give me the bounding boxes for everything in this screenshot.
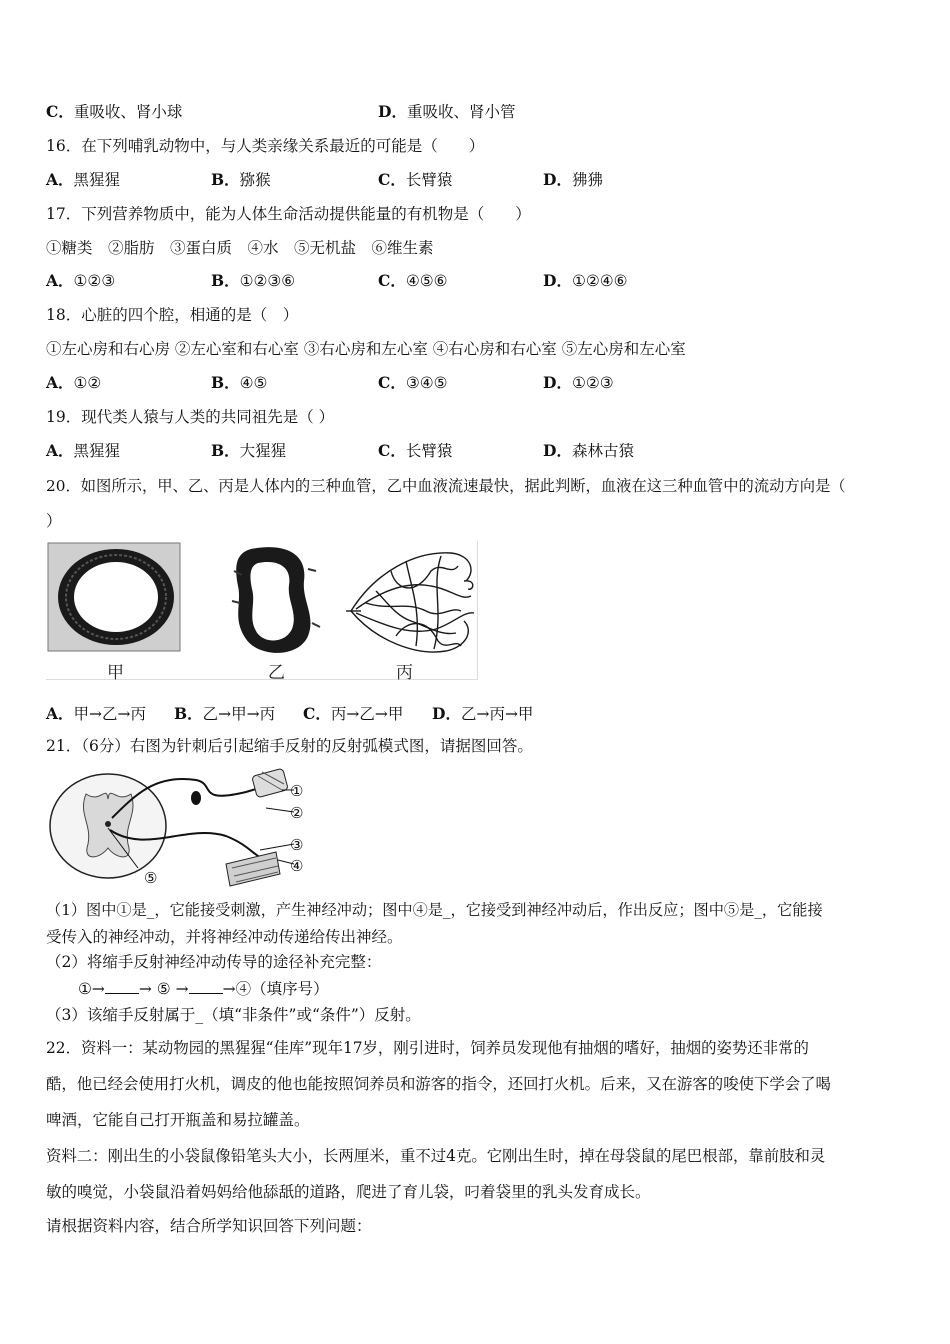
q18-option-c: C．③④⑤ xyxy=(378,373,448,392)
q17-option-c: C．④⑤⑥ xyxy=(378,271,448,290)
q18-option-d: D．①②③ xyxy=(543,373,614,392)
q21-part2: （2）将缩手反射神经冲动传导的途径补充完整： xyxy=(46,953,382,971)
q19-option-d: D．森林古猿 xyxy=(543,441,634,460)
q20-option-a: A．甲→乙→丙 xyxy=(46,704,147,723)
q18-option-a: A．①② xyxy=(46,373,102,392)
q17-option-d: D．①②④⑥ xyxy=(543,271,628,290)
q18-option-b: B．④⑤ xyxy=(211,373,268,392)
q16-option-a: A．黑猩猩 xyxy=(46,170,121,189)
reflex-marker-1: ① xyxy=(290,782,304,800)
q17-stem: 17．下列营养物质中，能为人体生命活动提供能量的有机物是（ ） xyxy=(46,205,531,223)
q22-line1: 22．资料一：某动物园的黑猩猩“佳库”现年17岁，刚引进时，饲养员发现他有抽烟的嗜好，抽烟的姿势还非常的 xyxy=(46,1039,809,1057)
reflex-marker-4: ④ xyxy=(290,857,304,875)
q18-stem: 18．心脏的四个腔，相通的是（ ） xyxy=(46,306,299,324)
q21-part1-line1: （1）图中①是_，它能接受刺激，产生神经冲动；图中④是_，它接受到神经冲动后，作出反应；图中⑤是_，它能接 xyxy=(46,901,823,919)
q19-option-a: A．黑猩猩 xyxy=(46,441,121,460)
q17-items: ①糖类 ②脂肪 ③蛋白质 ④水 ⑤无机盐 ⑥维生素 xyxy=(46,239,434,257)
q21-stem: 21．（6分）右图为针刺后引起缩手反射的反射弧模式图，请据图回答。 xyxy=(46,737,533,755)
q16-option-d: D．狒狒 xyxy=(543,170,603,189)
fig-label-yi: 乙 xyxy=(268,663,285,683)
q19-option-b: B．大猩猩 xyxy=(211,441,287,460)
q20-stem-end: ） xyxy=(46,512,62,530)
path-blank-1[interactable] xyxy=(105,979,139,994)
fig-label-jia: 甲 xyxy=(107,663,124,683)
q22-line5: 敏的嗅觉，小袋鼠沿着妈妈给他舔舐的道路，爬进了育儿袋，叼着袋里的乳头发育成长。 xyxy=(46,1183,651,1201)
q22-line3: 啤酒，它能自己打开瓶盖和易拉罐盖。 xyxy=(46,1111,310,1129)
reflex-marker-5: ⑤ xyxy=(144,869,158,887)
q18-items: ①左心房和右心房 ②左心室和右心室 ③右心房和左心室 ④右心房和右心室 ⑤左心房和左心室 xyxy=(46,340,686,358)
q20-option-d: D．乙→丙→甲 xyxy=(432,704,534,723)
reflex-marker-2: ② xyxy=(290,804,304,822)
q17-option-a: A．①②③ xyxy=(46,271,116,290)
q20-stem: 20．如图所示，甲、乙、丙是人体内的三种血管，乙中血液流速最快，据此判断，血液在这三种血管中的流动方向是（ xyxy=(46,477,846,495)
fig-label-bing: 丙 xyxy=(396,663,413,683)
vein-vessel-image xyxy=(232,547,320,653)
reflex-arc-illustration xyxy=(46,764,310,888)
q16-option-c: C．长臂猿 xyxy=(378,170,453,189)
q22-line4: 资料二：刚出生的小袋鼠像铅笔头大小，长两厘米，重不过4克。它刚出生时，掉在母袋鼠的尾巴根部，靠前肢和灵 xyxy=(46,1147,826,1165)
q16-option-b: B．猕猴 xyxy=(211,170,271,189)
q17-option-b: B．①②③⑥ xyxy=(211,271,296,290)
q21-part1-line2: 受传入的神经冲动，并将神经冲动传递给传出神经。 xyxy=(46,928,403,946)
q16-stem: 16．在下列哺乳动物中，与人类亲缘关系最近的可能是（ ） xyxy=(46,137,485,155)
q19-stem: 19．现代类人猿与人类的共同祖先是（ ） xyxy=(46,408,335,426)
q19-option-c: C．长臂猿 xyxy=(378,441,453,460)
q22-line6: 请根据资料内容，结合所学知识回答下列问题： xyxy=(46,1217,372,1235)
reflex-marker-3: ③ xyxy=(290,836,304,854)
q21-part3: （3）该缩手反射属于_（填“非条件”或“条件”）反射。 xyxy=(46,1006,421,1024)
path-blank-2[interactable] xyxy=(189,979,223,994)
q15-option-c: C．重吸收、肾小球 xyxy=(46,102,183,121)
reflex-arc-figure xyxy=(46,764,310,888)
q20-option-c: C．丙→乙→甲 xyxy=(303,704,404,723)
capillary-network-image xyxy=(346,553,474,652)
q15-option-d: D．重吸收、肾小管 xyxy=(378,102,516,121)
artery-vessel-image xyxy=(48,543,180,651)
q20-option-b: B．乙→甲→丙 xyxy=(174,704,276,723)
q22-line2: 酷，他已经会使用打火机，调皮的他也能按照饲养员和游客的指令，还回打火机。后来，又在游客的唆使下学会了喝 xyxy=(46,1075,831,1093)
q21-path: ①→ → ⑤ → →④（填序号） xyxy=(78,980,329,998)
